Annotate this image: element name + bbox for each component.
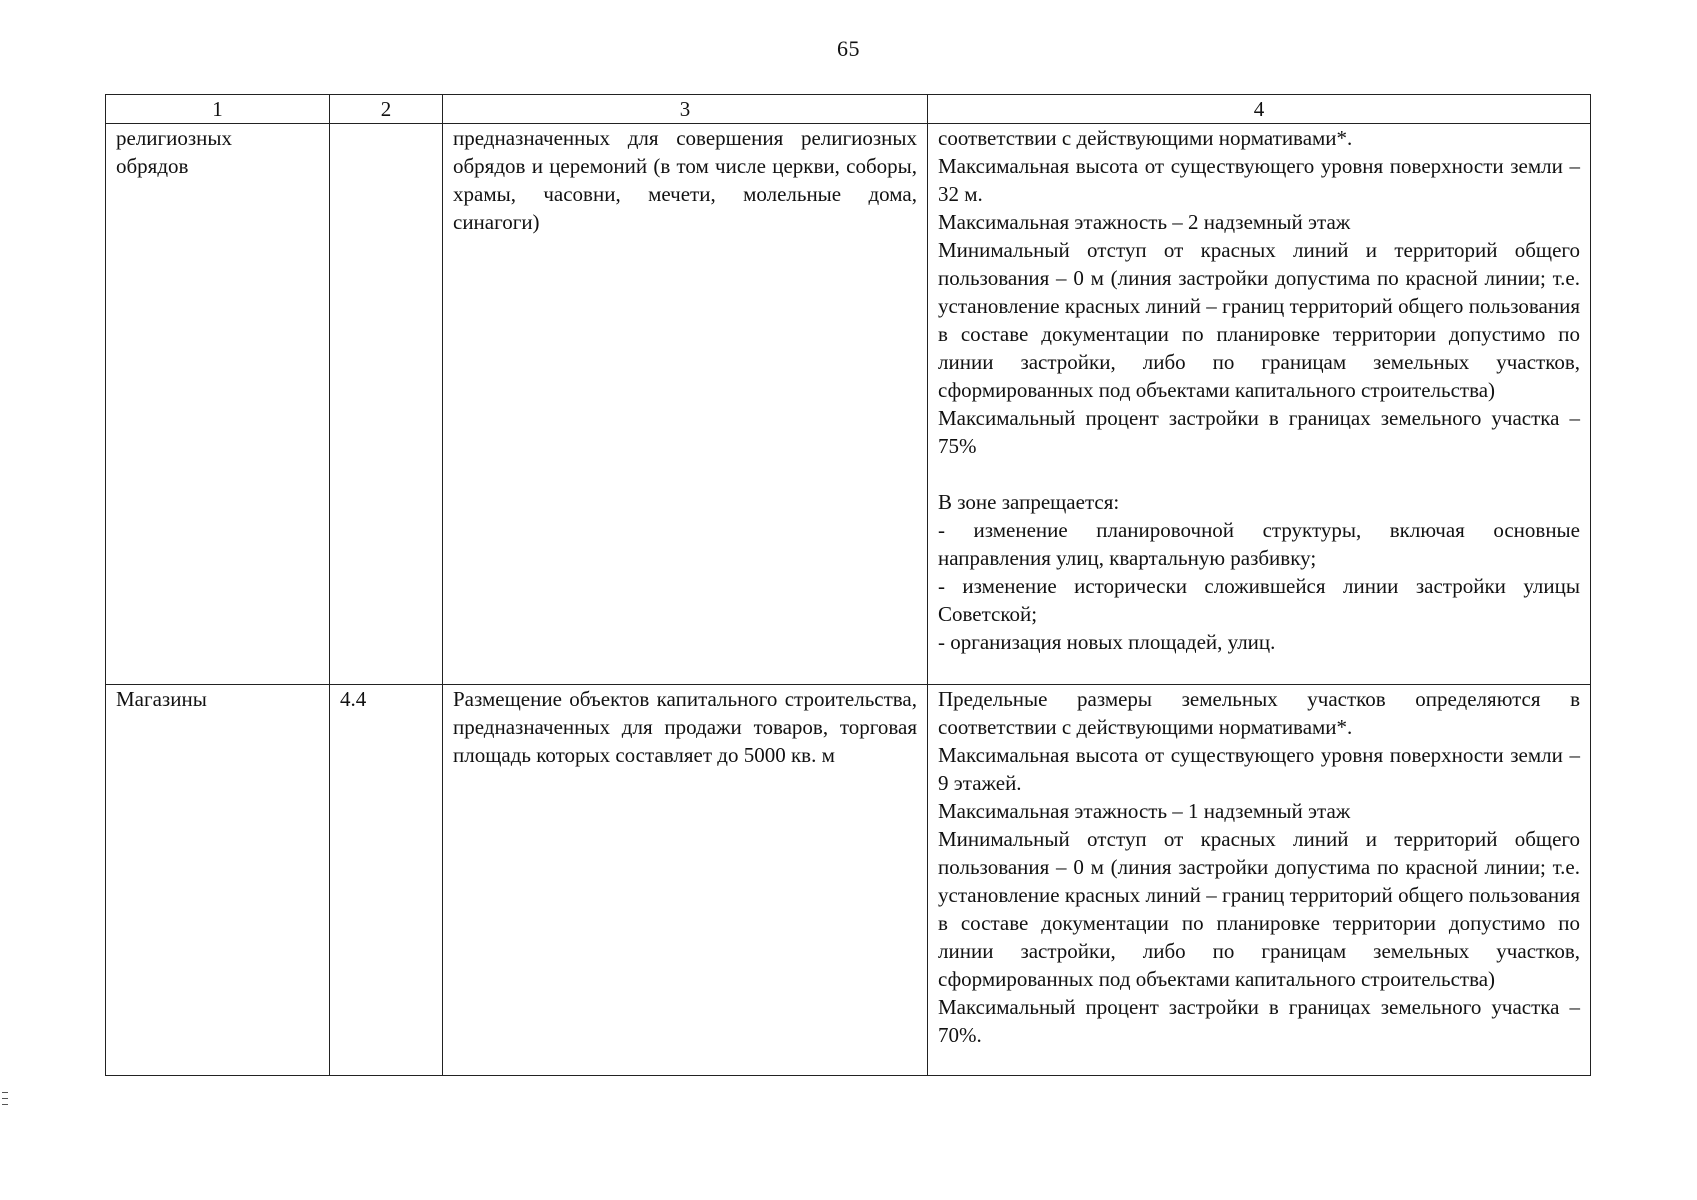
page-number: 65: [837, 36, 860, 61]
use-description: Размещение объектов капитального строительства, предназначенных для продажи товаров, торговая площадь которых составляет до 5000 кв. м: [453, 687, 917, 767]
table-header-row: [106, 95, 1591, 124]
use-description-cell: [443, 124, 928, 685]
parameter-item: Максимальная этажность – 1 надземный этаж: [938, 799, 1351, 823]
restrictions-title: В зоне запрещается:: [938, 490, 1120, 514]
parameter-item: Максимальный процент застройки в границах земельного участка – 70%.: [938, 995, 1580, 1047]
use-name: религиозных обрядов: [116, 126, 233, 178]
margin-tick-mark: [2, 1104, 8, 1105]
table-row: [106, 124, 1591, 685]
margin-tick-mark: [2, 1098, 8, 1099]
use-description: предназначенных для совершения религиозных обрядов и церемоний (в том числе церкви, соборы, храмы, часовни, мечети, молельные дома, синагоги): [453, 126, 917, 234]
restriction-item: - изменение исторически сложившейся линии застройки улицы Советской;: [938, 574, 1580, 626]
use-parameters-cell: [928, 685, 1591, 1076]
use-code-cell: [330, 124, 443, 685]
restriction-item: - изменение планировочной структуры, включая основные направления улиц, квартальную разбивку;: [938, 518, 1580, 570]
use-name-cell: [106, 124, 330, 685]
use-code: 4.4: [340, 687, 367, 711]
restriction-item: - организация новых площадей, улиц.: [938, 630, 1276, 654]
margin-tick-mark: [2, 1092, 8, 1093]
use-description-cell: [443, 685, 928, 1076]
use-code-cell: [330, 685, 443, 1076]
header-col-4: 4: [928, 95, 1591, 124]
use-name-cell: [106, 685, 330, 1076]
parameter-item: Максимальная высота от существующего уровня поверхности земли – 32 м.: [938, 154, 1580, 206]
parameter-item: соответствии с действующими нормативами*.: [938, 126, 1353, 150]
header-col-1: 1: [106, 95, 330, 124]
table-row: [106, 685, 1591, 1076]
use-name: Магазины: [116, 687, 207, 711]
parameter-item: Минимальный отступ от красных линий и территорий общего пользования – 0 м (линия застройки допустима по красной линии; т.е. установление красных линий – границ территорий общего пользования в составе документации по планировке территории допустимо по линии застройки, либо по границам земельных участков, сформированных под объектами капитального строительства): [938, 238, 1580, 402]
parameter-item: Максимальная этажность – 2 надземный этаж: [938, 210, 1351, 234]
parameter-item: Максимальный процент застройки в границах земельного участка – 75%: [938, 406, 1580, 458]
parameter-item: Минимальный отступ от красных линий и территорий общего пользования – 0 м (линия застройки допустима по красной линии; т.е. установление красных линий – границ территорий общего пользования в составе документации по планировке территории допустимо по линии застройки, либо по границам земельных участков, сформированных под объектами капитального строительства): [938, 827, 1580, 991]
zoning-table: [105, 94, 1591, 1076]
parameter-item: Предельные размеры земельных участков определяются в соответствии с действующими нормативами*.: [938, 687, 1580, 739]
header-col-3: 3: [443, 95, 928, 124]
use-parameters-cell: [928, 124, 1591, 685]
header-col-2: 2: [330, 95, 443, 124]
parameter-item: Максимальная высота от существующего уровня поверхности земли – 9 этажей.: [938, 743, 1580, 795]
paragraph-spacer: [938, 460, 1580, 488]
